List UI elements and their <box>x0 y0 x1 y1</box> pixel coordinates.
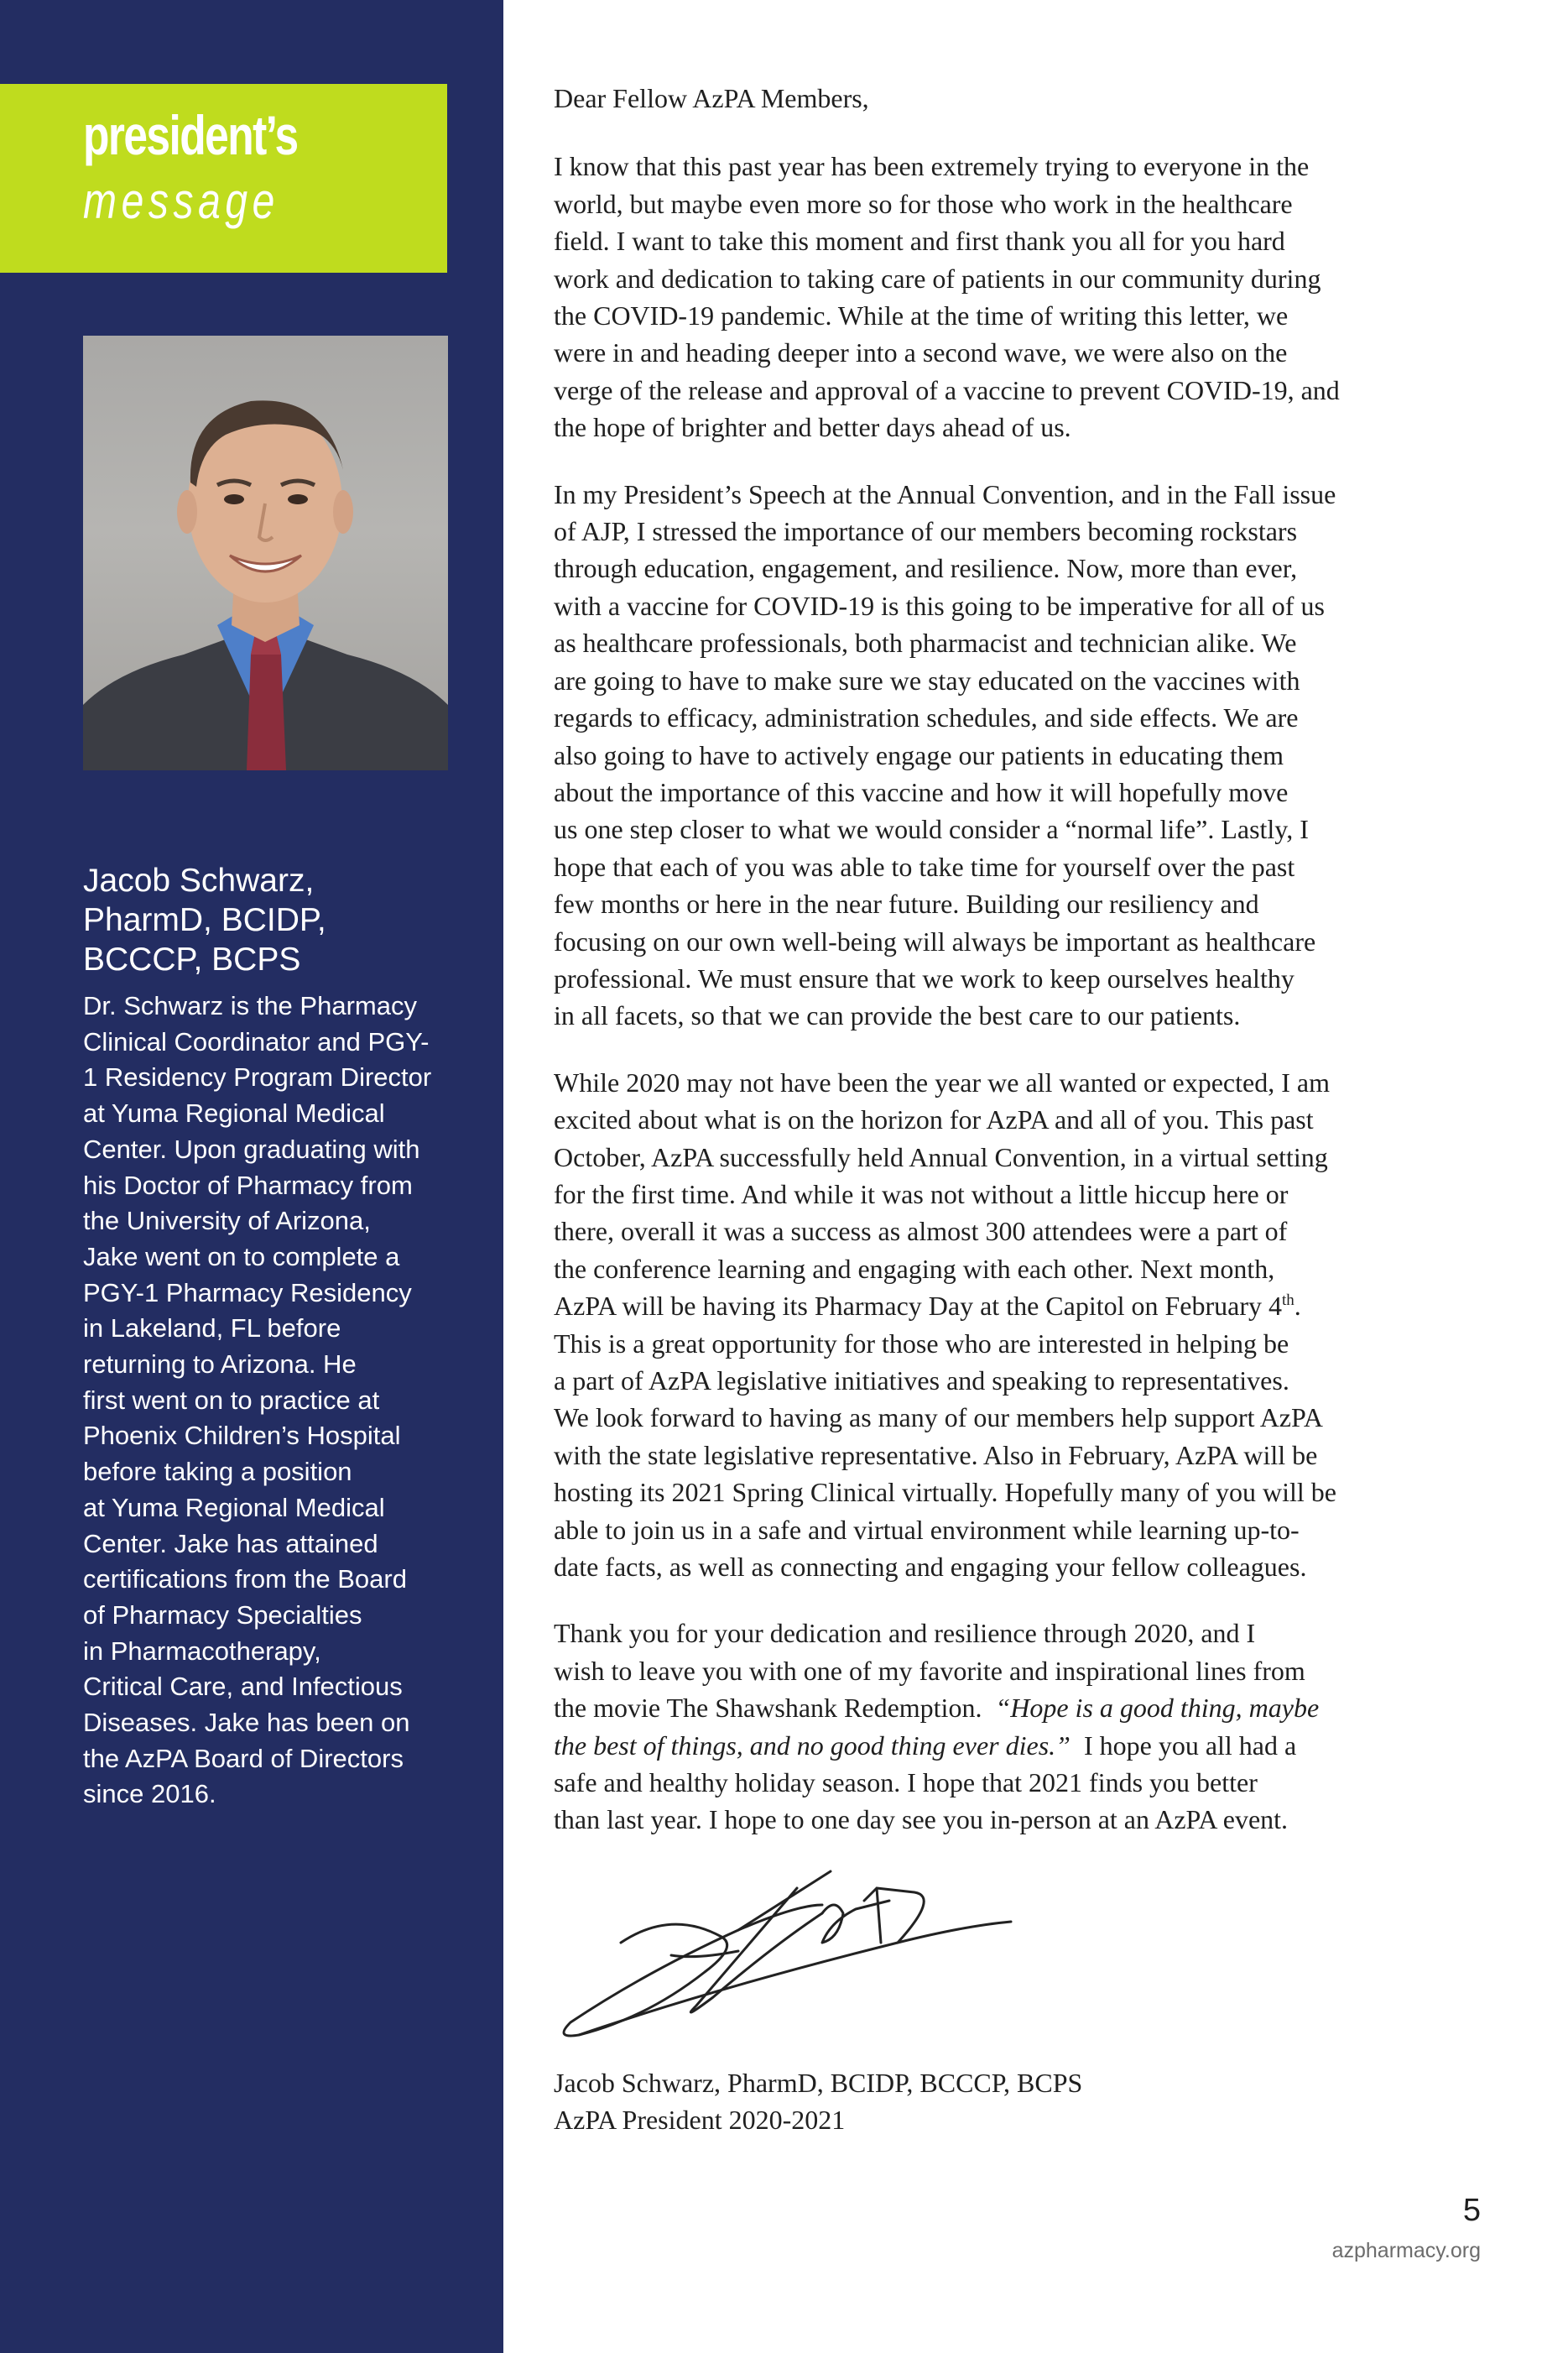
date-ordinal-suffix: th <box>1282 1291 1295 1310</box>
author-bio <box>83 989 477 1813</box>
paragraph-line: the COVID-19 pandemic. While at the time of writing this letter, we <box>554 300 1289 331</box>
bio-line: Jake went on to complete a <box>83 1241 400 1271</box>
bio-line: 1 Residency Program Director <box>83 1062 432 1093</box>
bio-line: since 2016. <box>83 1779 216 1809</box>
bio-line: first went on to practice at <box>83 1385 380 1415</box>
paragraph-line: about the importance of this vaccine and how it will hopefully move <box>554 776 1289 807</box>
paragraph-line: We look forward to having as many of our members help support AzPA <box>554 1402 1323 1433</box>
paragraph-line: professional. We must ensure that we work to keep ourselves healthy <box>554 963 1295 994</box>
paragraph-line: through education, engagement, and resilience. Now, more than ever, <box>554 553 1298 584</box>
paragraph-line: wish to leave you with one of my favorite and inspirational lines from <box>554 1655 1305 1686</box>
paragraph-line: world, but maybe even more so for those who work in the healthcare <box>554 188 1293 219</box>
paragraph-line <box>554 1287 1502 1324</box>
paragraph-line: in all facets, so that we can provide the best care to our patients. <box>554 1000 1241 1031</box>
paragraph-line: are going to have to make sure we stay educated on the vaccines with <box>554 665 1300 696</box>
paragraph-line: While 2020 may not have been the year we all wanted or expected, I am <box>554 1067 1330 1098</box>
letter-body <box>554 80 1502 1868</box>
bio-line: Clinical Coordinator and PGY- <box>83 1026 430 1057</box>
bio-line: Phoenix Children’s Hospital <box>83 1421 401 1451</box>
bio-line: PGY-1 Pharmacy Residency <box>83 1277 412 1307</box>
paragraph-line: excited about what is on the horizon for AzPA and all of you. This past <box>554 1104 1314 1135</box>
bio-line: at Yuma Regional Medical <box>83 1492 385 1522</box>
letter-paragraph-3 <box>554 1064 1502 1586</box>
paragraph-line: the conference learning and engaging with each other. Next month, <box>554 1253 1275 1284</box>
sentence-period: . <box>1294 1291 1301 1322</box>
bio-line: Center. Jake has attained <box>83 1528 378 1558</box>
website-url: azpharmacy.org <box>1331 2239 1481 2262</box>
bio-line: his Doctor of Pharmacy from <box>83 1170 413 1200</box>
paragraph-line: focusing on our own well-being will always be important as healthcare <box>554 926 1316 957</box>
paragraph-line: for the first time. And while it was not without a little hiccup here or <box>554 1178 1289 1209</box>
letter-paragraph-2 <box>554 476 1502 1035</box>
bio-line: Diseases. Jake has been on <box>83 1708 410 1738</box>
paragraph-line: than last year. I hope to one day see you in-person at an AzPA event. <box>554 1804 1289 1835</box>
bio-line: the University of Arizona, <box>83 1206 371 1236</box>
author-portrait-illustration <box>83 336 448 770</box>
signature <box>545 1863 1032 2043</box>
author-name-line: PharmD, BCIDP, <box>83 902 326 938</box>
paragraph-line: safe and healthy holiday season. I hope that 2021 finds you better <box>554 1767 1258 1798</box>
paragraph-line: This is a great opportunity for those who are interested in helping be <box>554 1328 1289 1359</box>
paragraph-line: work and dedication to taking care of patients in our community during <box>554 263 1321 294</box>
quote-text: “Hope is a good thing, maybe <box>995 1693 1320 1724</box>
paragraph-line: regards to efficacy, administration schedules, and side effects. We are <box>554 702 1299 733</box>
pharmacy-day-text: AzPA will be having its Pharmacy Day at the Capitol on February 4 <box>554 1291 1283 1322</box>
paragraph-line: date facts, as well as connecting and engaging your fellow colleagues. <box>554 1552 1307 1583</box>
page-number: 5 <box>1462 2193 1481 2228</box>
paragraph-line: were in and heading deeper into a second wave, we were also on the <box>554 337 1288 368</box>
paragraph-line: I know that this past year has been extremely trying to everyone in the <box>554 151 1310 182</box>
paragraph-line: with the state legislative representative. Also in February, AzPA will be <box>554 1439 1318 1470</box>
bio-line: returning to Arizona. He <box>83 1349 357 1380</box>
paragraph-line: field. I want to take this moment and first thank you all for you hard <box>554 226 1285 257</box>
paragraph-line <box>554 1689 1502 1726</box>
paragraph-line: hope that each of you was able to take time for yourself over the past <box>554 851 1295 882</box>
bio-line: in Pharmacotherapy, <box>83 1636 321 1666</box>
author-name <box>83 861 477 979</box>
signatory-title: AzPA President 2020-2021 <box>554 2105 846 2136</box>
paragraph-line <box>554 1727 1502 1764</box>
letter-closing <box>554 2064 1082 2139</box>
paragraph-line: there, overall it was a success as almost 300 attendees were a part of <box>554 1216 1288 1247</box>
paragraph-line: of AJP, I stressed the importance of our members becoming rockstars <box>554 516 1298 547</box>
paragraph-line: October, AzPA successfully held Annual Convention, in a virtual setting <box>554 1141 1328 1172</box>
paragraph-line: In my President’s Speech at the Annual Convention, and in the Fall issue <box>554 478 1336 509</box>
paragraph-line: few months or here in the near future. Building our resiliency and <box>554 889 1259 920</box>
signatory-name: Jacob Schwarz, PharmD, BCIDP, BCCCP, BCPS <box>554 2068 1083 2098</box>
author-photo <box>83 336 448 770</box>
paragraph-line: able to join us in a safe and virtual environment while learning up-to- <box>554 1514 1300 1545</box>
paragraph-line: Thank you for your dedication and resilience through 2020, and I <box>554 1618 1256 1649</box>
bio-line: of Pharmacy Specialties <box>83 1599 362 1630</box>
holiday-wish: I hope you all had a <box>1070 1730 1297 1761</box>
paragraph-line: verge of the release and approval of a vaccine to prevent COVID-19, and <box>554 374 1340 405</box>
bio-line: Dr. Schwarz is the Pharmacy <box>83 991 417 1020</box>
handwritten-signature <box>545 1863 1032 2043</box>
letter-paragraph-1 <box>554 148 1502 446</box>
author-name-line: Jacob Schwarz, <box>83 863 315 899</box>
paragraph-line: also going to have to actively engage our patients in educating them <box>554 739 1284 770</box>
bio-line: certifications from the Board <box>83 1564 407 1594</box>
bio-line: before taking a position <box>83 1457 352 1487</box>
banner-title-presidents: president’s <box>83 104 298 166</box>
bio-line: the AzPA Board of Directors <box>83 1743 404 1773</box>
quote-text: the best of things, and no good thing ever dies.” <box>554 1730 1071 1761</box>
paragraph-line: us one step closer to what we would consider a “normal life”. Lastly, I <box>554 814 1309 845</box>
letter-paragraph-4 <box>554 1615 1502 1838</box>
paragraph-line: hosting its 2021 Spring Clinical virtually. Hopefully many of you will be <box>554 1477 1336 1508</box>
bio-line: at Yuma Regional Medical <box>83 1098 385 1129</box>
movie-reference: the movie The Shawshank Redemption. <box>554 1693 996 1724</box>
author-name-line: BCCCP, BCPS <box>83 942 301 978</box>
letter-salutation <box>554 80 1502 117</box>
paragraph-line: as healthcare professionals, both pharmacist and technician alike. We <box>554 628 1297 659</box>
paragraph-line: a part of AzPA legislative initiatives and speaking to representatives. <box>554 1365 1289 1396</box>
salutation-line: Dear Fellow AzPA Members, <box>554 83 869 113</box>
banner-title-message: message <box>83 173 279 229</box>
bio-line: Center. Upon graduating with <box>83 1134 420 1164</box>
bio-line: in Lakeland, FL before <box>83 1313 341 1343</box>
paragraph-line: with a vaccine for COVID-19 is this going to be imperative for all of us <box>554 590 1325 621</box>
bio-line: Critical Care, and Infectious <box>83 1672 403 1702</box>
paragraph-line: the hope of brighter and better days ahead of us. <box>554 412 1071 443</box>
